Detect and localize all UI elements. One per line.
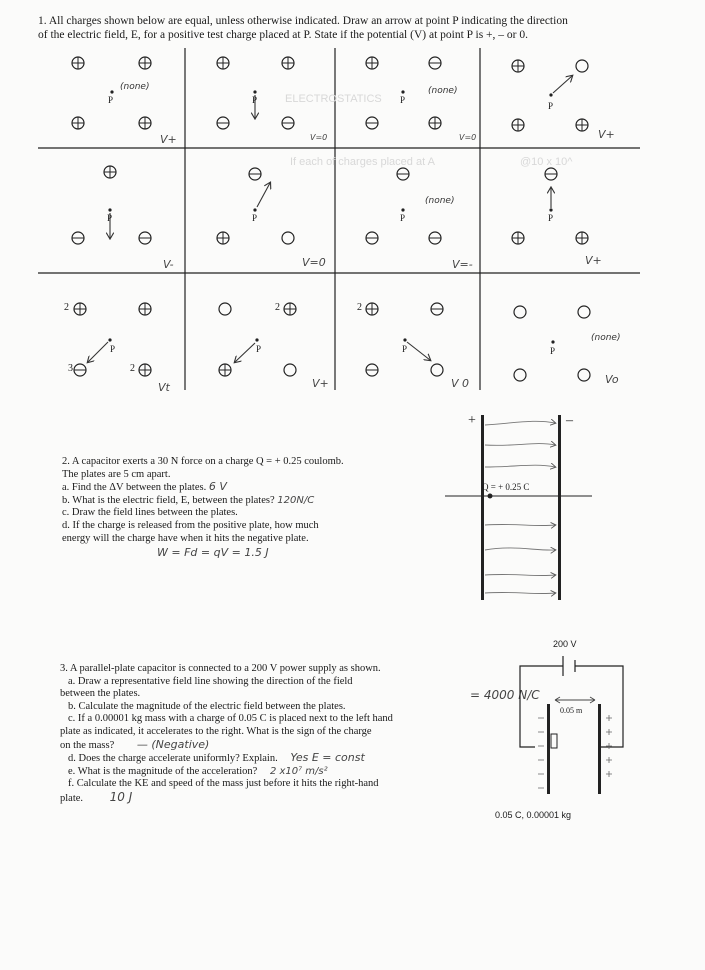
q3-part-c-3	[60, 739, 460, 753]
q2-b-answer: 120N/C	[277, 494, 315, 506]
distance-label: 0.05 m	[560, 706, 583, 715]
circuit-wires	[520, 656, 623, 747]
q2-line-1: 2. A capacitor exerts a 30 N force on a charge Q = + 0.25 coulomb.	[62, 456, 344, 467]
charge-plus	[139, 364, 151, 376]
none-note: (none)	[425, 196, 455, 206]
q3-f-answer: 10 J	[109, 789, 133, 804]
q3-part-f-1: f. Calculate the KE and speed of the mass just before it hits the right-hand	[68, 778, 379, 790]
q2-part-c: c. Draw the field lines between the plates.	[62, 507, 238, 519]
point-p-dot	[549, 93, 552, 96]
q3-part-e	[60, 766, 460, 779]
charge-neutral	[284, 364, 296, 376]
charge-minus	[545, 168, 557, 180]
answer-v: V=-	[452, 258, 473, 271]
point-label: P	[252, 95, 258, 105]
q2-a-answer: 6 V	[208, 480, 227, 494]
svg-text:ELECTROSTATICS: ELECTROSTATICS	[285, 93, 382, 105]
answer-v: V+	[312, 377, 329, 390]
charge-q-label: Q = + 0.25 C	[482, 482, 530, 492]
charge-plus	[217, 232, 229, 244]
q3-part-a-2: between the plates.	[60, 688, 141, 700]
q3-d-answer: Yes E = const	[290, 751, 365, 765]
charge-minus	[366, 232, 378, 244]
none-note: (none)	[591, 333, 621, 343]
answer-v: V-	[163, 258, 174, 271]
voltage-label: 200 V	[553, 639, 577, 649]
row-3	[74, 303, 590, 381]
charge-plus	[74, 303, 86, 315]
negative-sign: –	[566, 413, 573, 428]
charge-plus	[217, 57, 229, 69]
q2-part-d-1: d. If the charge is released from the positive plate, how much	[62, 519, 319, 531]
bleed-through	[285, 93, 573, 168]
positive-plate	[481, 415, 484, 600]
q2-part-a	[62, 481, 402, 495]
point-label: P	[108, 95, 114, 105]
answer-v: V=0	[310, 133, 328, 142]
point-label: P	[107, 213, 113, 223]
charge-minus	[397, 168, 409, 180]
question-3	[60, 663, 460, 806]
svg-text:If each of charges placed at A: If each of charges placed at A	[290, 156, 435, 168]
q3-part-b: b. Calculate the magnitude of the electric field between the plates.	[68, 700, 346, 712]
point-label: P	[256, 344, 262, 354]
charge-plus	[139, 57, 151, 69]
charge-neutral	[576, 60, 588, 72]
none-note: (none)	[428, 86, 458, 96]
charge-neutral	[578, 369, 590, 381]
charge-neutral	[431, 364, 443, 376]
charge-minus	[366, 364, 378, 376]
charge-neutral	[282, 232, 294, 244]
charge-plus	[72, 57, 84, 69]
q3-circuit-diagram	[505, 652, 635, 802]
q3-part-c-1: c. If a 0.00001 kg mass with a charge of 0.05 C is placed next to the left hand	[68, 713, 393, 725]
charge-minus	[429, 57, 441, 69]
charge-plus	[72, 117, 84, 129]
charge-minus	[366, 117, 378, 129]
answer-v: V=0	[302, 256, 326, 269]
point-p-dot	[403, 338, 406, 341]
field-lines	[485, 421, 555, 593]
point-p-dot	[253, 208, 256, 211]
point-p-dot	[253, 90, 256, 93]
charge-plus	[284, 303, 296, 315]
q3-e-answer: 2 x10⁷ m/s²	[269, 765, 328, 777]
point-p-dot	[110, 90, 113, 93]
charge-minus	[249, 168, 261, 180]
charge-plus	[104, 166, 116, 178]
charge-plus	[512, 119, 524, 131]
charge-neutral	[514, 369, 526, 381]
field-arrow	[88, 342, 108, 362]
answer-v: Vt	[158, 381, 170, 394]
negative-plate	[558, 415, 561, 600]
charge-neutral	[514, 306, 526, 318]
charge-minus	[431, 303, 443, 315]
charge-minus	[217, 117, 229, 129]
charge-minus	[74, 364, 86, 376]
point-label: P	[110, 344, 116, 354]
point-p-dot	[401, 208, 404, 211]
answer-v: V+	[160, 133, 177, 146]
q2-part-d-2: energy will the charge have when it hits the negative plate.	[62, 532, 309, 544]
charge-plus	[282, 57, 294, 69]
charge-minus	[72, 232, 84, 244]
q3-line-1: 3. A parallel-plate capacitor is connected to a 200 V power supply as shown.	[60, 663, 381, 674]
charge-plus	[139, 117, 151, 129]
charge-minus	[139, 232, 151, 244]
q3-e-text: e. What is the magnitude of the acceleration?	[68, 765, 258, 777]
charged-mass	[551, 734, 557, 748]
field-arrow	[553, 76, 572, 93]
row-2	[72, 166, 588, 244]
point-p-dot	[551, 340, 554, 343]
field-arrow	[257, 183, 270, 207]
point-label: P	[550, 346, 556, 356]
point-label: P	[548, 213, 554, 223]
right-plate	[598, 704, 601, 794]
q3-f-text: plate.	[60, 792, 84, 804]
q2-b-text: b. What is the electric field, E, between the plates?	[62, 494, 275, 506]
charge-plus	[429, 117, 441, 129]
point-label: P	[548, 101, 554, 111]
answer-v: Vo	[605, 373, 619, 386]
point-label: P	[400, 95, 406, 105]
charge-q	[488, 494, 493, 499]
q3-part-a-1: a. Draw a representative field line showing the direction of the field	[68, 675, 353, 687]
point-p-dot	[108, 338, 111, 341]
point-label: P	[402, 344, 408, 354]
q1-line-1: 1. All charges shown below are equal, unless otherwise indicated. Draw an arrow at point P indicating the direction	[38, 15, 568, 27]
q3-part-d	[60, 752, 460, 766]
charge-plus	[576, 119, 588, 131]
charge-minus	[429, 232, 441, 244]
charge-multiplier: 2	[130, 363, 135, 374]
q3-c-answer: — (Negative)	[136, 737, 210, 751]
charge-plus	[219, 364, 231, 376]
mass-label: 0.05 C, 0.00001 kg	[495, 810, 572, 820]
none-note: (none)	[120, 82, 150, 92]
charge-multiplier: 3	[68, 363, 73, 374]
q3-c-text: on the mass?	[60, 739, 115, 751]
q2-capacitor-diagram	[445, 405, 605, 615]
left-plate	[547, 704, 550, 794]
charge-plus	[512, 232, 524, 244]
q2-line-2: The plates are 5 cm apart.	[62, 468, 171, 480]
field-arrow	[235, 343, 255, 362]
answer-v: V=0	[459, 133, 477, 142]
q3-part-f-2	[60, 791, 460, 806]
charge-plus	[576, 232, 588, 244]
charge-neutral	[219, 303, 231, 315]
q3-b-answer: = 4000 N/C	[470, 688, 540, 702]
q2-part-b	[62, 495, 402, 508]
charge-multiplier: 2	[64, 302, 69, 313]
charge-neutral	[578, 306, 590, 318]
charge-plus	[512, 60, 524, 72]
q3-part-c-2: plate as indicated, it accelerates to the right. What is the sign of the charge	[60, 725, 372, 737]
answer-v: V+	[585, 254, 602, 267]
q1-line-2: of the electric field, E, for a positive test charge placed at P. State if the potential (V) at point P is +, – or 0.	[38, 29, 528, 41]
point-p-dot	[108, 208, 111, 211]
q2-a-text: a. Find the ΔV between the plates.	[62, 482, 207, 494]
field-arrow	[407, 342, 430, 360]
q2-d-answer: W = Fd = qV = 1.5 J	[157, 546, 269, 560]
positive-sign: +	[468, 413, 476, 428]
charge-multiplier: 2	[275, 302, 280, 313]
point-label: P	[400, 213, 406, 223]
question-2	[62, 456, 402, 560]
charge-plus	[366, 303, 378, 315]
charge-plus	[139, 303, 151, 315]
charge-plus	[366, 57, 378, 69]
answer-v: V 0	[451, 377, 470, 390]
answer-v: V+	[598, 128, 615, 141]
q3-d-text: d. Does the charge accelerate uniformly? Explain.	[68, 753, 278, 765]
svg-text:@10 x 10^: @10 x 10^	[520, 156, 573, 168]
point-label: P	[252, 213, 258, 223]
charge-multiplier: 2	[357, 302, 362, 313]
point-p-dot	[401, 90, 404, 93]
charge-minus	[282, 117, 294, 129]
point-p-dot	[549, 208, 552, 211]
point-p-dot	[255, 338, 258, 341]
